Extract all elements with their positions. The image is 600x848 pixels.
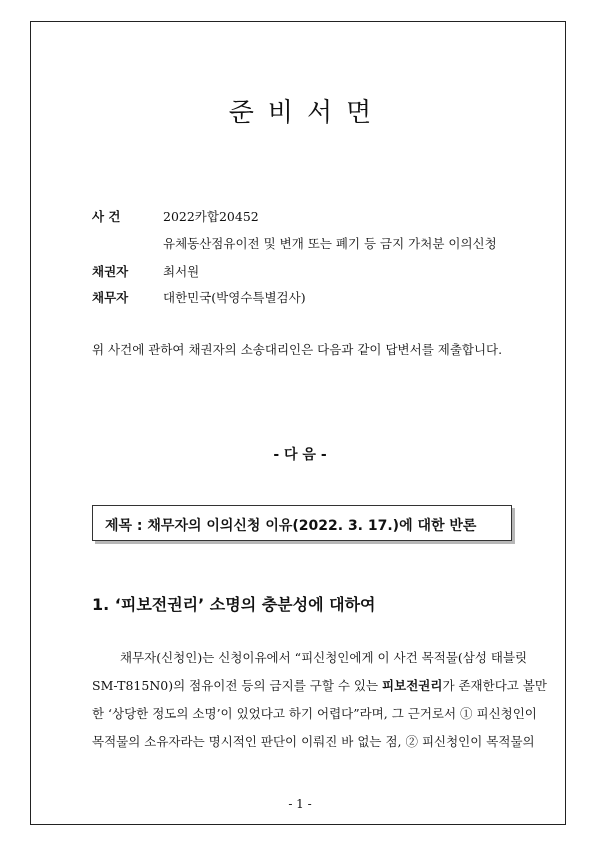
paragraph-line-2-text-b: 가 존재한다고 볼만 (442, 678, 547, 693)
paragraph-line-2-text-a: SM-T815N0)의 점유이전 등의 금지를 구할 수 있는 (92, 678, 383, 693)
case-label: 사 건 (92, 209, 121, 224)
debtor-value: 대한민국(박영수특별검사) (163, 290, 306, 305)
subject-text: 제목 : 채무자의 이의신청 이유(2022. 3. 17.)에 대한 반론 (105, 518, 477, 534)
paragraph-line-3: 한 ‘상당한 정도의 소명’이 있었다고 하기 어렵다”라며, 그 근거로서 ① 피신청인이 (92, 706, 537, 721)
creditor-label: 채권자 (92, 264, 129, 279)
paragraph-line-4: 목적물의 소유자라는 명시적인 판단이 이뤄진 바 없는 점, ② 피신청인이 목적물의 (92, 734, 535, 749)
paragraph-line-2 (92, 676, 547, 694)
dasum-heading: - 다 음 - (273, 447, 327, 463)
case-number: 2022카합20452 (163, 209, 259, 224)
debtor-label: 채무자 (92, 290, 129, 305)
subject-box (92, 505, 512, 541)
document-title: 준비서면 (228, 98, 386, 128)
paragraph-line-1: 채무자(신청인)는 신청이유에서 “피신청인에게 이 사건 목적물(삼성 태블릿 (120, 650, 528, 665)
intro-sentence: 위 사건에 관하여 채권자의 소송대리인은 다음과 같이 답변서를 제출합니다. (92, 342, 503, 357)
paragraph-line-2-bold: 피보전권리 (382, 678, 443, 693)
page-number: - 1 - (288, 797, 312, 811)
creditor-value: 최서원 (163, 264, 200, 279)
case-name: 유체동산점유이전 및 변개 또는 폐기 등 금지 가처분 이의신청 (163, 236, 497, 251)
section1-heading: 1. ‘피보전권리’ 소명의 충분성에 대하여 (92, 595, 376, 614)
